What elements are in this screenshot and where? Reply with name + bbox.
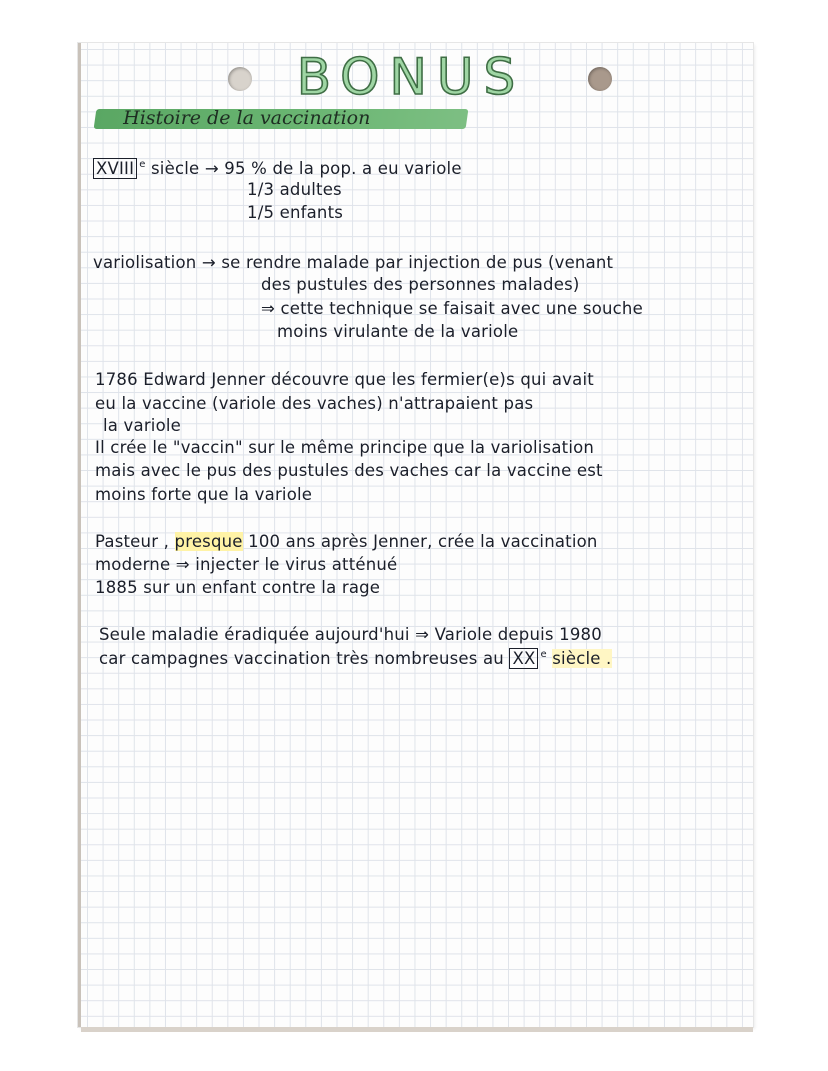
page-title: BONUS: [296, 48, 526, 106]
jenner-line-1: 1786 Edward Jenner découvre que les fermier(e)s qui avait: [95, 370, 594, 389]
sec18-numeral: XVIII: [93, 158, 137, 179]
sec18-line-2: 1/3 adultes: [247, 180, 342, 199]
jenner-line-3: la variole: [103, 416, 182, 435]
variolisation-line-4: moins virulante de la variole: [277, 322, 519, 341]
pasteur-line-3: 1885 sur un enfant contre la rage: [95, 578, 381, 597]
grid-paper-sheet: [78, 43, 753, 1027]
highlighted-word: presque: [174, 532, 243, 551]
variolisation-term: variolisation: [93, 253, 197, 272]
variolisation-line-2: des pustules des personnes malades): [261, 275, 580, 294]
variolisation-line-3: ⇒ cette technique se faisait avec une souche: [261, 299, 643, 318]
subtitle-highlight: [94, 109, 469, 129]
pasteur-line-2: moderne ⇒ injecter le virus atténué: [95, 555, 398, 574]
eradication-line-2: car campagnes vaccination très nombreuses au XX $^e$ siècle .: [99, 649, 612, 668]
sec18-line-3: 1/5 enfants: [247, 203, 344, 222]
jenner-line-2: eu la vaccine (variole des vaches) n'attrapaient pas: [95, 394, 534, 413]
sec18-label: siècle: [151, 159, 200, 178]
binder-hole-left: [228, 67, 252, 91]
variolisation-line-1: variolisation → se rendre malade par injection de pus (venant: [93, 253, 614, 272]
page-subtitle: Histoire de la vaccination: [123, 107, 371, 129]
arrow-icon: →: [204, 159, 219, 178]
sec18-line-1: XVIII $^e$ siècle → 95 % de la pop. a eu variole: [93, 159, 462, 178]
jenner-line-6: moins forte que la variole: [95, 485, 313, 504]
binder-hole-right: [588, 67, 612, 91]
jenner-line-4: Il crée le "vaccin" sur le même principe que la variolisation: [95, 438, 595, 457]
pasteur-line-1: Pasteur , presque 100 ans après Jenner, crée la vaccination: [95, 532, 598, 551]
eradication-line-1: Seule maladie éradiquée aujourd'hui ⇒ Variole depuis 1980: [99, 625, 602, 644]
arrow-icon: →: [201, 253, 216, 272]
eradication-numeral: XX: [509, 648, 538, 669]
jenner-line-5: mais avec le pus des pustules des vaches car la vaccine est: [95, 461, 603, 480]
